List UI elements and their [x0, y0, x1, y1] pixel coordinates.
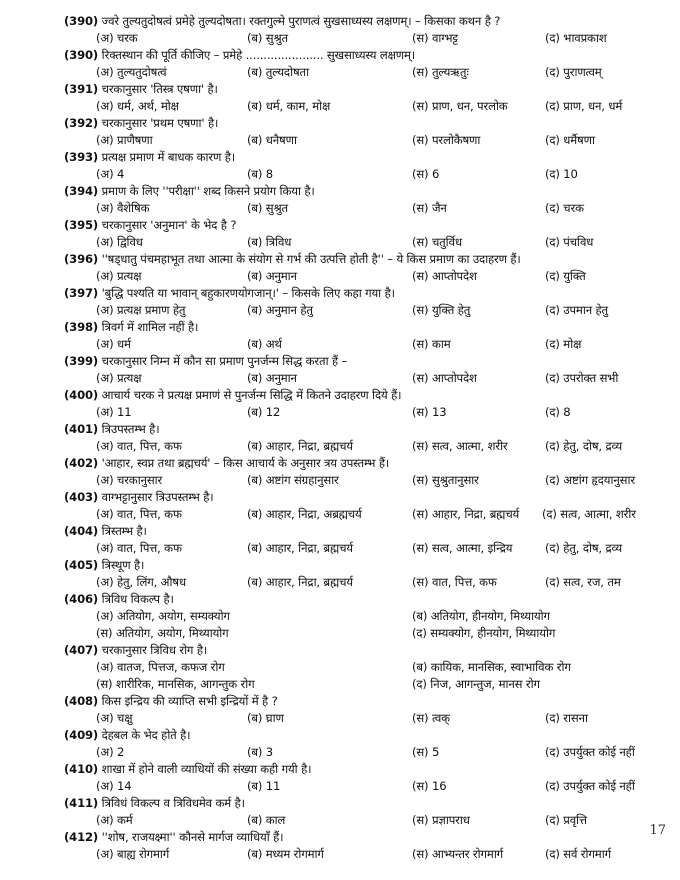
question-text: 'आहार, स्वप्न तथा ब्रह्मचर्य' – किस आचार्य के अनुसार त्रय उपस्तम्भ हैं।: [101, 456, 390, 470]
question-number: (409): [64, 728, 99, 742]
option-d: (द) 10: [545, 167, 578, 181]
question-text: ''षड्धातु पंचमहाभूत तथा आत्मा के संयोग से गर्भ की उत्पत्ति होती है'' – ये किस प्रमाण का उदाहरण हैं।: [101, 252, 521, 266]
options-row: [96, 269, 676, 285]
options-row: [96, 745, 676, 761]
question-404: [64, 524, 147, 539]
option-b: (ब) काल: [247, 813, 286, 827]
option-b: (ब) घ्राण: [247, 711, 284, 725]
question-number: (401): [64, 422, 99, 436]
option-c: (स) काम: [412, 337, 451, 351]
question-number: (412): [64, 830, 99, 844]
question-390b: [64, 48, 415, 63]
question-395: [64, 218, 236, 233]
option-c: (स) आप्तोपदेश: [412, 371, 477, 385]
question-number: (390): [64, 14, 99, 28]
options-row: [96, 847, 676, 863]
question-number: (405): [64, 558, 99, 572]
option-a: (अ) वात, पित्त, कफ: [96, 541, 182, 555]
option-d: (द) उपरोक्त सभी: [545, 371, 619, 385]
question-text: वाग्भट्टानुसार त्रिउपस्तम्भ है।: [101, 490, 214, 504]
options-row: [96, 439, 676, 455]
option-d: (द) प्राण, धन, धर्म: [545, 99, 623, 113]
option-d: (द) उपर्युक्त कोई नहीं: [545, 779, 635, 793]
question-text: किस इन्द्रिय की व्याप्ति सभी इन्द्रियों में है ?: [101, 694, 278, 708]
options-row: [96, 303, 676, 319]
option-d: (द) हेतु, दोष, द्रव्य: [545, 439, 623, 453]
option-a: (अ) प्रत्यक्ष: [96, 269, 142, 283]
question-402: [64, 456, 389, 471]
question-text: चरकानुसार 'अनुमान' के भेद है ?: [101, 218, 237, 232]
options-row: [96, 813, 676, 829]
options-row: [96, 65, 676, 81]
option-c: (स) तुल्यऋतुः: [412, 65, 469, 79]
option-a: (अ) तुल्यतुदोषत्वं: [96, 65, 167, 79]
option-d: (द) उपर्युक्त कोई नहीं: [545, 745, 635, 759]
question-number: (403): [64, 490, 99, 504]
question-398: [64, 320, 198, 335]
option-a: (अ) 11: [96, 405, 132, 419]
option-d: (द) पंचविध: [545, 235, 594, 249]
option-c: (स) वात, पित्त, कफ: [412, 575, 497, 589]
question-number: (396): [64, 252, 99, 266]
question-text: त्रिउपस्तम्भ है।: [101, 422, 160, 436]
question-number: (394): [64, 184, 99, 198]
option-b: (ब) आहार, निद्रा, अब्रह्मचर्य: [247, 507, 362, 521]
page-number: 17: [649, 823, 666, 838]
option-d: (द) धर्मैषणा: [545, 133, 595, 147]
question-397: [64, 286, 395, 301]
options-row: [96, 575, 676, 591]
question-text: 'बुद्धि पश्यति या भावान् बहुकारणयोगजान्।' – किसके लिए कहा गया है।: [101, 286, 395, 300]
option-b: (ब) कायिक, मानसिक, स्वाभाविक रोग: [412, 660, 571, 674]
question-text: चरकानुसार त्रिविध रोग है।: [101, 643, 208, 657]
question-text: प्रमाण के लिए ''परीक्षा'' शब्द किसने प्रयोग किया है।: [101, 184, 315, 198]
option-b: (ब) धर्म, काम, मोक्ष: [247, 99, 331, 113]
question-number: (397): [64, 286, 99, 300]
option-b: (ब) आहार, निद्रा, ब्रह्मचर्य: [247, 439, 353, 453]
question-392: [64, 116, 218, 131]
option-b: (ब) तुल्यदोषता: [247, 65, 309, 79]
options-row: [96, 235, 676, 251]
option-a: (अ) धर्म, अर्थ, मोक्ष: [96, 99, 179, 113]
option-d: (द) प्रवृत्ति: [545, 813, 587, 827]
option-a: (अ) वात, पित्त, कफ: [96, 439, 182, 453]
option-d: (द) सर्व रोगमार्ग: [545, 847, 611, 861]
question-number: (410): [64, 762, 99, 776]
options-row: [96, 541, 676, 557]
question-number: (402): [64, 456, 99, 470]
options-row: [96, 133, 676, 149]
question-399: [64, 354, 347, 369]
question-text: त्रिस्तम्भ है।: [101, 524, 147, 538]
question-text: त्रिवर्ग में शामिल नहीं है।: [101, 320, 199, 334]
option-c: (स) जैन: [412, 201, 447, 215]
question-text: ज्वरे तुल्यतुदोषत्वं प्रमेहे तुल्यदोषता। रक्तगुल्मे पुराणत्वं सुखसाध्यस्य लक्षणम्। – किसका कथन है ?: [101, 14, 501, 28]
options-row: [96, 31, 676, 47]
option-c: (स) अतियोग, अयोग, मिथ्यायोग: [96, 626, 229, 640]
option-d: (द) अष्टांग हृदयानुसार: [545, 473, 635, 487]
question-412: [64, 830, 283, 845]
question-number: (393): [64, 150, 99, 164]
question-number: (390): [64, 48, 99, 62]
option-b: (ब) 12: [247, 405, 281, 419]
question-393: [64, 150, 235, 165]
option-a: (अ) 2: [96, 745, 125, 759]
option-b: (ब) सुश्रुत: [247, 31, 288, 45]
option-c: (स) वाग्भट्ट: [412, 31, 458, 45]
option-c: (स) चतुर्विध: [412, 235, 462, 249]
question-text: चरकानुसार 'तिस्त्र एषणा' है।: [101, 82, 218, 96]
options-row: [96, 609, 676, 625]
option-b: (ब) त्रिविध: [247, 235, 292, 249]
option-b: (ब) 3: [247, 745, 273, 759]
question-text: त्रिविधं विकल्प व त्रिविधमेव कर्म है।: [101, 796, 245, 810]
option-c: (स) 5: [412, 745, 440, 759]
question-409: [64, 728, 190, 743]
question-text: शाखा में होने वाली व्याधियों की संख्या कही गयी है।: [101, 762, 312, 776]
option-a: (अ) वात, पित्त, कफ: [96, 507, 182, 521]
options-row: [96, 660, 676, 676]
option-b: (ब) मध्यम रोगमार्ग: [247, 847, 324, 861]
options-row: [96, 99, 676, 115]
question-410: [64, 762, 311, 777]
option-a: (अ) धर्म: [96, 337, 131, 351]
question-411: [64, 796, 245, 811]
option-d: (द) हेतु, दोष, द्रव्य: [545, 541, 623, 555]
question-number: (391): [64, 82, 99, 96]
option-d: (द) युक्ति: [545, 269, 586, 283]
options-row: [96, 779, 676, 795]
question-text: त्रिस्थूण है।: [101, 558, 145, 572]
option-a: (अ) द्विविध: [96, 235, 143, 249]
option-a: (अ) हेतु, लिंग, औषध: [96, 575, 186, 589]
question-394: [64, 184, 315, 199]
question-390: [64, 14, 500, 29]
question-number: (408): [64, 694, 99, 708]
option-a: (अ) अतियोग, अयोग, सम्यक्योग: [96, 609, 230, 623]
options-row: [96, 371, 676, 387]
options-row: [96, 167, 676, 183]
question-text: प्रत्यक्ष प्रमाण में बाधक कारण है।: [101, 150, 235, 164]
question-text: त्रिविध विकल्प है।: [101, 592, 174, 606]
option-c: (स) आभ्यन्तर रोगमार्ग: [412, 847, 504, 861]
question-number: (392): [64, 116, 99, 130]
option-c: (स) 16: [412, 779, 447, 793]
option-c: (स) युक्ति हेतु: [412, 303, 471, 317]
option-a: (अ) 14: [96, 779, 132, 793]
option-d: (द) सत्व, आत्मा, शरीर: [542, 507, 636, 521]
option-c: (स) प्राण, धन, परलोक: [412, 99, 508, 113]
question-number: (395): [64, 218, 99, 232]
option-c: (स) सुश्रुतानुसार: [412, 473, 479, 487]
option-c: (स) परलोकैषणा: [412, 133, 481, 147]
option-c: (स) सत्व, आत्मा, शरीर: [412, 439, 508, 453]
question-396: [64, 252, 521, 267]
option-d: (द) उपमान हेतु: [545, 303, 608, 317]
option-c: (स) शारीरिक, मानसिक, आगन्तुक रोग: [96, 677, 255, 691]
option-c: (स) आप्तोपदेश: [412, 269, 477, 283]
option-a: (अ) प्रत्यक्ष: [96, 371, 142, 385]
question-403: [64, 490, 213, 505]
options-row: [96, 337, 676, 353]
option-d: (द) मोक्ष: [545, 337, 582, 351]
option-d: (द) रासना: [545, 711, 588, 725]
option-c: (स) त्वक्: [412, 711, 450, 725]
options-row: [96, 201, 676, 217]
question-407: [64, 643, 207, 658]
question-text: रिक्तस्थान की पूर्ति कीजिए – प्रमेहे ...................... सुखसाध्यस्य लक्षणम्।: [101, 48, 416, 62]
option-a: (अ) प्राणैषणा: [96, 133, 153, 147]
question-number: (404): [64, 524, 99, 538]
option-c: (स) 6: [412, 167, 440, 181]
option-a: (अ) चक्षु: [96, 711, 133, 725]
option-a: (अ) 4: [96, 167, 125, 181]
options-row: [96, 405, 676, 421]
option-b: (ब) 8: [247, 167, 273, 181]
options-row: [96, 626, 676, 642]
option-a: (अ) बाह्य रोगमार्ग: [96, 847, 170, 861]
option-d: (द) चरक: [545, 201, 584, 215]
question-401: [64, 422, 159, 437]
option-b: (ब) अतियोग, हीनयोग, मिथ्यायोग: [412, 609, 550, 623]
option-b: (ब) आहार, निद्रा, ब्रह्मचर्य: [247, 541, 353, 555]
option-c: (स) सत्व, आत्मा, इन्द्रिय: [412, 541, 513, 555]
option-a: (अ) चरक: [96, 31, 138, 45]
question-number: (411): [64, 796, 99, 810]
question-400: [64, 388, 401, 403]
question-text: चरकानुसार 'प्रथम एषणा' है।: [101, 116, 219, 130]
question-text: ''शोष, राजयक्ष्मा'' कौनसे मार्गज व्याधियाँ हैं।: [101, 830, 284, 844]
question-text: आचार्य चरक ने प्रत्यक्ष प्रमाणं से पुनर्जन्म सिद्धि में कितने उदाहरण दिये हैं।: [101, 388, 402, 402]
option-d: (द) भावप्रकाश: [545, 31, 607, 45]
question-408: [64, 694, 278, 709]
question-number: (406): [64, 592, 99, 606]
question-405: [64, 558, 144, 573]
option-c: (स) प्रज्ञापराध: [412, 813, 470, 827]
option-b: (ब) अनुमान: [247, 371, 297, 385]
option-b: (ब) धनैषणा: [247, 133, 297, 147]
option-a: (अ) प्रत्यक्ष प्रमाण हेतु: [96, 303, 186, 317]
option-b: (ब) अर्थ: [247, 337, 282, 351]
option-a: (अ) चरकानुसार: [96, 473, 163, 487]
option-b: (ब) अष्टांग संग्रहानुसार: [247, 473, 339, 487]
option-d: (द) 8: [545, 405, 571, 419]
option-a: (अ) कर्म: [96, 813, 133, 827]
option-b: (ब) अनुमान हेतु: [247, 303, 313, 317]
options-row: [96, 473, 676, 489]
option-d: (द) पुराणत्वम्: [545, 65, 602, 79]
options-row: [96, 711, 676, 727]
option-c: (स) 13: [412, 405, 447, 419]
question-text: देहबल के भेद होते है।: [101, 728, 191, 742]
option-b: (ब) आहार, निद्रा, ब्रह्मचर्य: [247, 575, 353, 589]
option-b: (ब) अनुमान: [247, 269, 297, 283]
option-d: (द) सम्यक्योग, हीनयोग, मिथ्यायोग: [412, 626, 556, 640]
question-406: [64, 592, 174, 607]
question-number: (400): [64, 388, 99, 402]
question-391: [64, 82, 218, 97]
question-number: (398): [64, 320, 99, 334]
option-d: (द) निज, आगन्तुज, मानस रोग: [412, 677, 540, 691]
question-number: (407): [64, 643, 99, 657]
question-text: चरकानुसार निम्न में कौन सा प्रमाण पुनर्जन्म सिद्ध करता हैं –: [101, 354, 348, 368]
option-a: (अ) वैशेषिक: [96, 201, 150, 215]
option-b: (ब) 11: [247, 779, 281, 793]
options-row: [96, 507, 676, 523]
options-row: [96, 677, 676, 693]
option-d: (द) सत्व, रज, तम: [545, 575, 621, 589]
option-a: (अ) वातज, पित्तज, कफज रोग: [96, 660, 225, 674]
option-c: (स) आहार, निद्रा, ब्रह्मचर्य: [412, 507, 520, 521]
question-number: (399): [64, 354, 99, 368]
option-b: (ब) सुश्रुत: [247, 201, 288, 215]
